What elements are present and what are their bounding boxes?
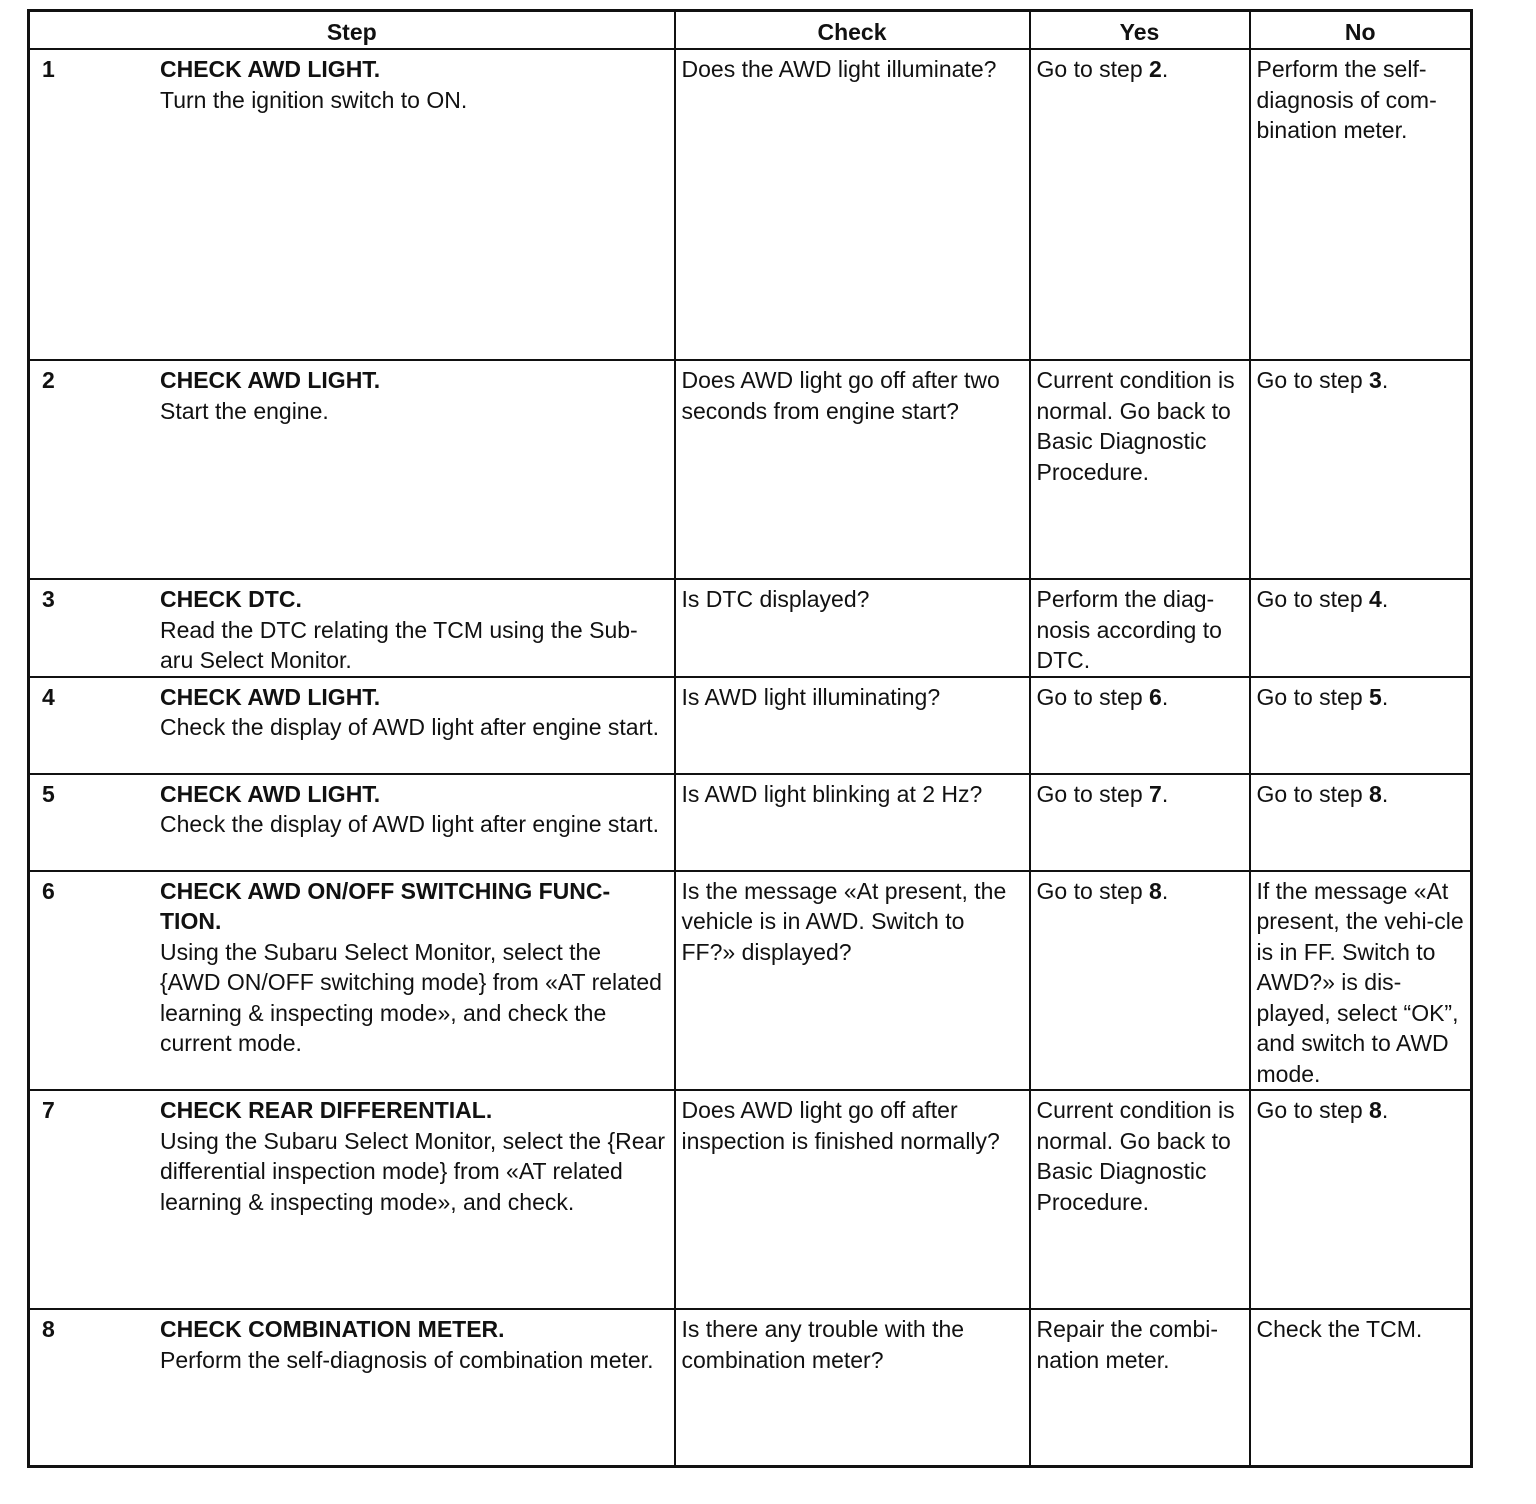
yes-cell <box>1030 774 1250 871</box>
step-title: CHECK COMBINATION METER. <box>160 1316 505 1342</box>
no-text: Check the TCM. <box>1256 1316 1423 1342</box>
step-number: 5 <box>42 780 55 807</box>
yes-cell <box>1030 579 1250 677</box>
yes-text-end: . <box>1161 780 1169 807</box>
header-row <box>29 11 1472 50</box>
yes-text: Current condition is normal. Go back to Basic Diagnostic Procedure. <box>1036 367 1235 485</box>
yes-step-ref: 8 <box>1149 877 1162 904</box>
no-text: If the message «At present, the vehi-cle is in FF. Switch to AWD?» is dis-played, select “OK”, and switch to AWD mode. <box>1256 877 1464 1087</box>
table-row <box>29 1090 1472 1309</box>
yes-text-end: . <box>1161 683 1169 710</box>
no-cell <box>1250 1309 1472 1466</box>
no-cell <box>1250 677 1472 774</box>
no-cell <box>1250 1090 1472 1309</box>
step-body: Using the Subaru Select Monitor, select the {Rear differential inspection mode} from «AT related learning & inspecting mode», and check. <box>160 1127 666 1215</box>
step-number: 7 <box>42 1097 55 1123</box>
step-title: CHECK AWD ON/OFF SWITCHING FUNC-TION. <box>160 877 611 934</box>
header-check: Check <box>675 11 1030 50</box>
no-text-end: . <box>1381 586 1389 612</box>
step-title: CHECK DTC. <box>160 586 302 612</box>
yes-text: Current condition is normal. Go back to Basic Diagnostic Procedure. <box>1036 1097 1235 1215</box>
table-row <box>29 774 1472 871</box>
yes-cell <box>1030 677 1250 774</box>
no-cell <box>1250 360 1472 579</box>
step-body: Using the Subaru Select Monitor, select the {AWD ON/OFF switching mode} from «AT related learning & inspecting mode», and check the current mode. <box>160 938 662 1056</box>
yes-text: Go to step <box>1036 780 1150 807</box>
step-cell <box>29 677 675 774</box>
step-body: Check the display of AWD light after engine start. <box>160 811 660 837</box>
no-cell <box>1250 579 1472 677</box>
table-row <box>29 360 1472 579</box>
step-body: Turn the ignition switch to ON. <box>160 86 468 113</box>
header-step: Step <box>29 11 675 50</box>
step-title: CHECK REAR DIFFERENTIAL. <box>160 1097 493 1123</box>
check-cell: Is the message «At present, the vehicle is in AWD. Switch to FF?» displayed? <box>675 871 1030 1091</box>
yes-text: Go to step <box>1036 683 1150 710</box>
diagnostic-table <box>27 9 1473 1468</box>
no-text: Go to step <box>1256 780 1370 807</box>
check-cell: Is there any trouble with the combination meter? <box>675 1309 1030 1466</box>
check-cell: Does AWD light go off after two seconds from engine start? <box>675 360 1030 579</box>
step-body: Start the engine. <box>160 397 329 424</box>
step-title: CHECK AWD LIGHT. <box>160 56 381 82</box>
header-yes: Yes <box>1030 11 1250 50</box>
step-number: 8 <box>42 1316 55 1342</box>
table-row <box>29 579 1472 677</box>
check-cell: Is AWD light blinking at 2 Hz? <box>675 774 1030 871</box>
yes-text-end: . <box>1161 877 1169 904</box>
table-row <box>29 1309 1472 1466</box>
no-text: Perform the self-diagnosis of com-bination meter. <box>1256 56 1437 143</box>
no-text: Go to step <box>1256 586 1370 612</box>
step-cell <box>29 1309 675 1466</box>
no-text-end: . <box>1381 367 1389 393</box>
no-text: Go to step <box>1256 683 1370 710</box>
table-body <box>29 49 1472 1466</box>
table-row <box>29 49 1472 360</box>
step-title: CHECK AWD LIGHT. <box>160 367 381 393</box>
yes-cell <box>1030 1090 1250 1309</box>
yes-text: Go to step <box>1036 877 1150 904</box>
no-cell <box>1250 774 1472 871</box>
no-text-end: . <box>1381 683 1389 710</box>
yes-cell <box>1030 871 1250 1091</box>
no-text: Go to step <box>1256 1097 1370 1123</box>
header-no: No <box>1250 11 1472 50</box>
no-cell <box>1250 49 1472 360</box>
no-step-ref: 5 <box>1369 683 1382 710</box>
check-cell: Does AWD light go off after inspection is finished normally? <box>675 1090 1030 1309</box>
step-cell <box>29 360 675 579</box>
no-step-ref: 8 <box>1369 780 1382 807</box>
step-cell <box>29 1090 675 1309</box>
check-cell: Is AWD light illuminating? <box>675 677 1030 774</box>
no-step-ref: 8 <box>1369 1097 1382 1123</box>
step-number: 4 <box>42 683 55 710</box>
yes-step-ref: 7 <box>1149 780 1162 807</box>
yes-cell <box>1030 49 1250 360</box>
table-row <box>29 677 1472 774</box>
yes-cell <box>1030 1309 1250 1466</box>
yes-step-ref: 6 <box>1149 683 1162 710</box>
step-cell <box>29 871 675 1091</box>
yes-text-end: . <box>1161 56 1169 82</box>
check-cell: Does the AWD light illuminate? <box>675 49 1030 360</box>
step-title: CHECK AWD LIGHT. <box>160 683 381 710</box>
yes-text: Repair the combi-nation meter. <box>1036 1316 1219 1373</box>
step-title: CHECK AWD LIGHT. <box>160 780 381 807</box>
no-text-end: . <box>1381 780 1389 807</box>
step-cell <box>29 49 675 360</box>
table-row <box>29 871 1472 1091</box>
step-cell <box>29 579 675 677</box>
step-cell <box>29 774 675 871</box>
check-cell: Is DTC displayed? <box>675 579 1030 677</box>
step-body: Read the DTC relating the TCM using the Sub-aru Select Monitor. <box>160 616 638 673</box>
no-step-ref: 4 <box>1369 586 1382 612</box>
no-cell <box>1250 871 1472 1091</box>
yes-cell <box>1030 360 1250 579</box>
yes-text: Perform the diag-nosis according to DTC. <box>1036 586 1222 673</box>
no-step-ref: 3 <box>1369 367 1382 393</box>
yes-text: Go to step <box>1036 56 1150 82</box>
no-text-end: . <box>1381 1097 1389 1123</box>
no-text: Go to step <box>1256 367 1370 393</box>
step-number: 6 <box>42 877 55 904</box>
step-body: Check the display of AWD light after engine start. <box>160 714 660 740</box>
yes-step-ref: 2 <box>1149 56 1162 82</box>
step-number: 3 <box>42 586 55 612</box>
step-body: Perform the self-diagnosis of combination meter. <box>160 1346 654 1373</box>
step-number: 1 <box>42 56 55 82</box>
step-number: 2 <box>42 367 55 393</box>
